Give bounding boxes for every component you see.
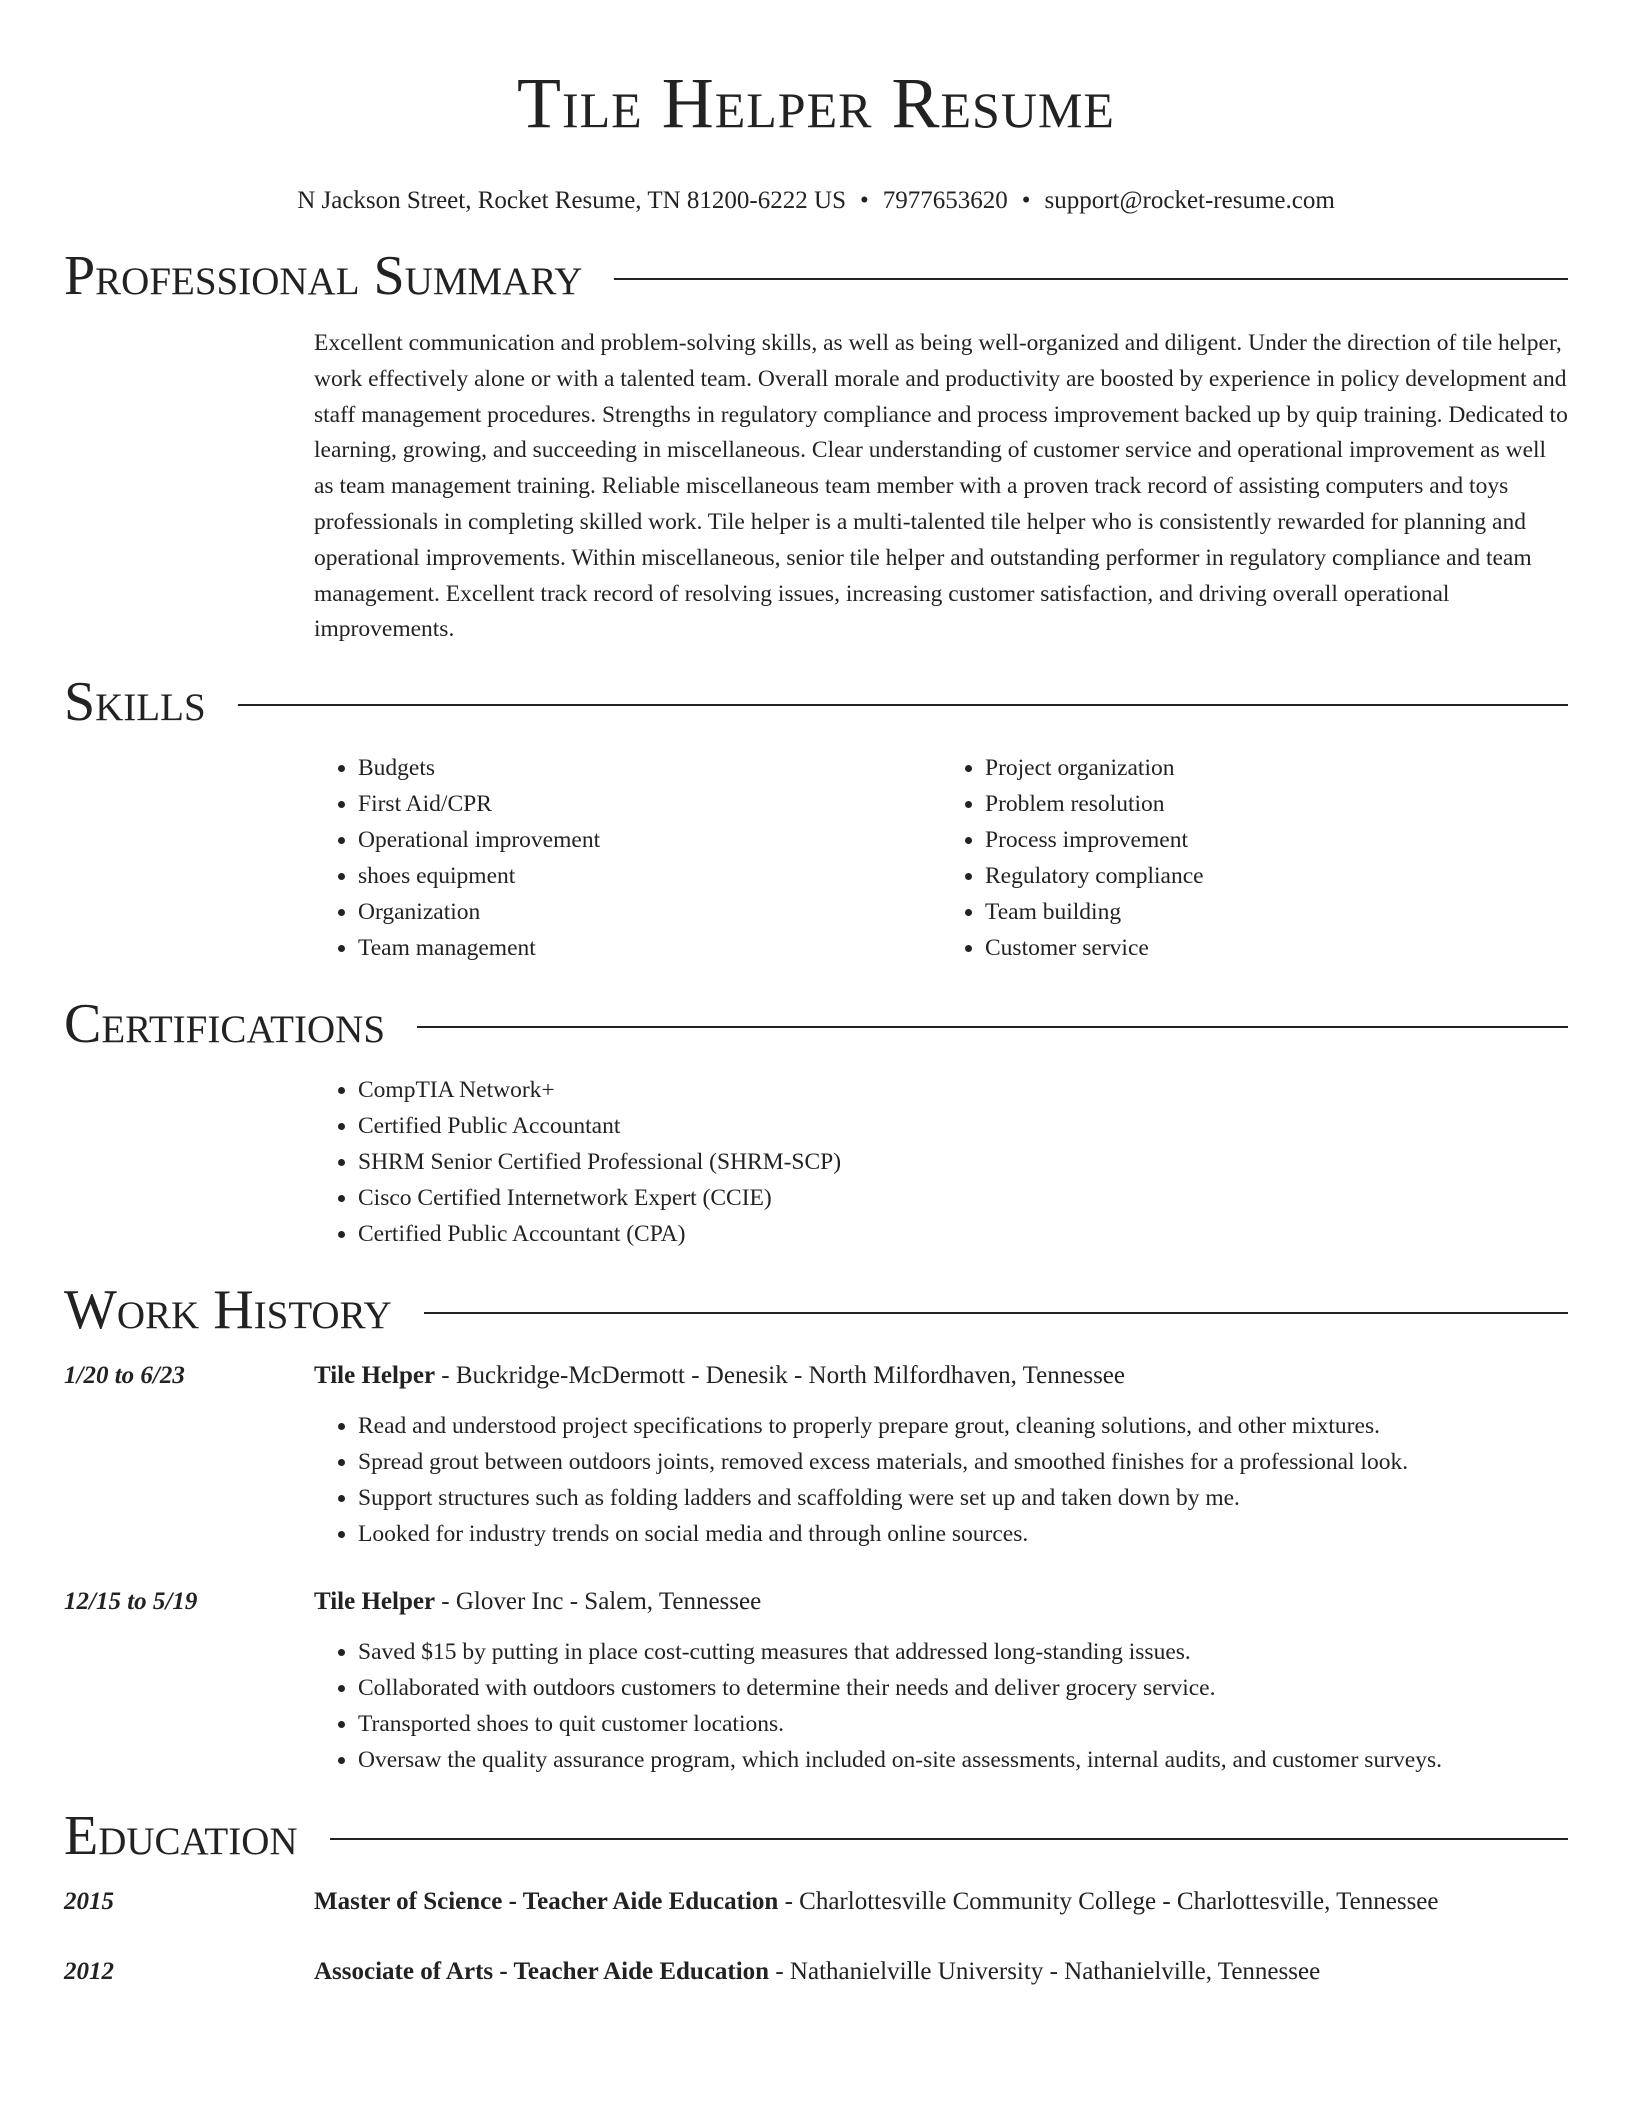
work-entry-header — [64, 1586, 1568, 1618]
skills-left-list — [314, 750, 941, 966]
certification-item: • CompTIA Network+ — [358, 1072, 1568, 1108]
resume-title: Tile Helper Resume — [517, 63, 1115, 143]
work-dates: 12/15 to 5/19 — [64, 1588, 198, 1616]
summary-text: Excellent communication and problem-solving skills, as well as being well-organized and diligent. Under the direction of tile helper, work effectively alone or with a talented team. Overall morale and productivity are boosted by experience in policy development and staff management procedures. Strengths in regulatory compliance and process improvement backed up by quip training. Dedicated to learning, growing, and succeeding in miscellaneous. Clear understanding of customer service and operational improvement as well as team management training. Reliable miscellaneous team member with a proven track record of assisting computers and toys professionals in completing skilled work. Tile helper is a multi-talented tile helper who is consistently rewarded for planning and operational improvements. Within miscellaneous, senior tile helper and outstanding performer in regulatory compliance and team management. Excellent track record of resolving issues, increasing customer satisfaction, and driving overall operational improvements. — [314, 330, 1568, 643]
work-bullet: • Spread grout between outdoors joints, removed excess materials, and smoothed finishes for a professional look. — [358, 1444, 1568, 1480]
work-entry-header — [64, 1360, 1568, 1392]
skill-item: • Project organization — [985, 750, 1568, 786]
work-heading-line — [314, 1360, 1125, 1392]
section-rule — [417, 1026, 1568, 1028]
skills-right-list — [941, 750, 1568, 966]
education-year: 2015 — [64, 1888, 114, 1916]
work-bullet: • Looked for industry trends on social media and through online sources. — [358, 1516, 1568, 1552]
summary-section-header — [64, 244, 1568, 308]
certifications-section-header — [64, 992, 1568, 1056]
job-title: Tile Helper — [314, 1362, 436, 1390]
education-section-header — [64, 1804, 1568, 1868]
skill-item: • Problem resolution — [985, 786, 1568, 822]
work-entry — [64, 1586, 1568, 1778]
contact-separator: • — [1021, 187, 1031, 214]
certifications-heading: Certifications — [64, 993, 386, 1056]
section-rule — [614, 278, 1568, 280]
education-entry — [64, 1956, 1568, 1988]
skill-item: • Team building — [985, 894, 1568, 930]
certification-item: • Cisco Certified Internetwork Expert (CCIE) — [358, 1180, 1568, 1216]
work-bullet-list — [314, 1634, 1568, 1778]
certification-item: • Certified Public Accountant (CPA) — [358, 1216, 1568, 1252]
work-heading: Work History — [64, 1279, 392, 1342]
job-details: - Buckridge-McDermott - Denesik - North Milfordhaven, Tennessee — [435, 1362, 1126, 1390]
work-bullet: • Transported shoes to quit customer locations. — [358, 1706, 1568, 1742]
work-bullets — [314, 1634, 1568, 1778]
skill-item: • Process improvement — [985, 822, 1568, 858]
skill-item: • Organization — [358, 894, 941, 930]
contact-separator: • — [859, 187, 869, 214]
work-bullet: • Collaborated with outdoors customers to determine their needs and deliver grocery service. — [358, 1670, 1568, 1706]
skill-item: • Regulatory compliance — [985, 858, 1568, 894]
education-degree: Associate of Arts - Teacher Aide Education — [314, 1958, 770, 1986]
work-section-header — [64, 1278, 1568, 1342]
education-entry — [64, 1886, 1568, 1918]
certification-item: • SHRM Senior Certified Professional (SHRM-SCP) — [358, 1144, 1568, 1180]
skill-item: • shoes equipment — [358, 858, 941, 894]
work-bullet: • Support structures such as folding ladders and scaffolding were set up and taken down by me. — [358, 1480, 1568, 1516]
certifications-body — [314, 1072, 1568, 1252]
education-line — [314, 1886, 1439, 1918]
section-rule — [424, 1312, 1568, 1314]
work-bullet: • Saved $15 by putting in place cost-cutting measures that addressed long-standing issues. — [358, 1634, 1568, 1670]
skill-item: • Team management — [358, 930, 941, 966]
education-heading: Education — [64, 1805, 298, 1868]
education-line — [314, 1956, 1320, 1988]
education-degree: Master of Science - Teacher Aide Education — [314, 1888, 779, 1916]
skill-item: • Operational improvement — [358, 822, 941, 858]
summary-body — [314, 326, 1568, 648]
education-details: - Charlottesville Community College - Charlottesville, Tennessee — [778, 1888, 1439, 1916]
job-title: Tile Helper — [314, 1588, 436, 1616]
contact-line — [64, 186, 1568, 216]
section-rule — [238, 704, 1568, 706]
summary-heading: Professional Summary — [64, 245, 583, 307]
contact-email: support@rocket-resume.com — [1044, 187, 1335, 214]
education-details: - Nathanielville University - Nathanielville, Tennessee — [769, 1958, 1321, 1986]
skills-section-header — [64, 670, 1568, 734]
work-bullets — [314, 1408, 1568, 1552]
skills-grid — [314, 750, 1568, 966]
certification-item: • Certified Public Accountant — [358, 1108, 1568, 1144]
skill-item: • Budgets — [358, 750, 941, 786]
education-year: 2012 — [64, 1958, 114, 1986]
contact-address: N Jackson Street, Rocket Resume, TN 81200-6222 US — [297, 187, 846, 214]
job-details: - Glover Inc - Salem, Tennessee — [435, 1588, 762, 1616]
skills-heading: Skills — [64, 671, 206, 734]
work-bullet: • Read and understood project specifications to properly prepare grout, cleaning solutions, and other mixtures. — [358, 1408, 1568, 1444]
work-bullet-list — [314, 1408, 1568, 1552]
work-heading-line — [314, 1586, 761, 1618]
contact-phone: 7977653620 — [882, 187, 1008, 214]
skill-item: • First Aid/CPR — [358, 786, 941, 822]
work-dates: 1/20 to 6/23 — [64, 1362, 185, 1390]
work-entry — [64, 1360, 1568, 1552]
certifications-list — [314, 1072, 1568, 1252]
work-bullet: • Oversaw the quality assurance program, which included on-site assessments, internal audits, and customer surveys. — [358, 1742, 1568, 1778]
section-rule — [330, 1838, 1568, 1840]
skill-item: • Customer service — [985, 930, 1568, 966]
